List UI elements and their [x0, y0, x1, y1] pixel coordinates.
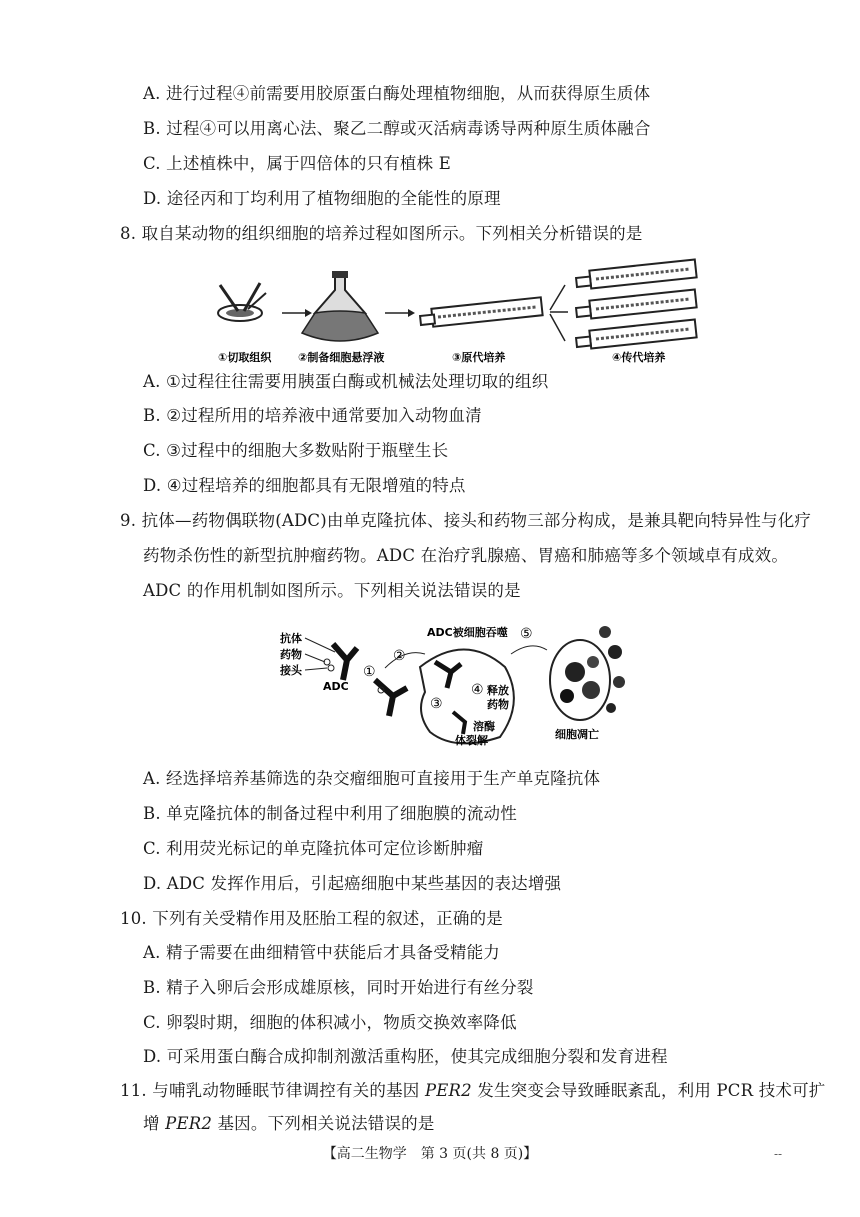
q7-option-a: A. 进行过程④前需要用胶原蛋白酶处理植物细胞，从而获得原生质体: [143, 84, 651, 103]
corner-mark: --: [774, 1147, 783, 1161]
caption-3: ③原代培养: [452, 351, 506, 364]
page-footer: 【高二生物学 第 3 页(共 8 页)】: [322, 1146, 538, 1162]
q10-option-b: B. 精子入卵后会形成雄原核，同时开始进行有丝分裂: [143, 978, 534, 997]
q9-option-c: C. 利用荧光标记的单克隆抗体可定位诊断肿瘤: [143, 839, 484, 858]
step-2: ②: [393, 648, 406, 664]
q8-option-d: D. ④过程培养的细胞都具有无限增殖的特点: [143, 476, 466, 495]
q11-stem-line-2: [143, 1112, 435, 1136]
label-antibody: 抗体: [280, 632, 302, 645]
q9-stem-line-2: 药物杀伤性的新型抗肿瘤药物。ADC 在治疗乳腺癌、胃癌和肺癌等多个领域卓有成效。: [143, 546, 789, 565]
q7-option-b: B. 过程④可以用离心法、聚乙二醇或灭活病毒诱导两种原生质体融合: [143, 119, 651, 138]
q9-stem-line-3: ADC 的作用机制如图所示。下列相关说法错误的是: [143, 581, 521, 600]
label-release-2: 药物: [487, 698, 509, 711]
q11-gene-2: PER2: [165, 1114, 213, 1133]
apoptotic-cell-icon: [550, 626, 625, 720]
cell-culture-figure: [200, 255, 720, 370]
label-engulfed: ADC被细胞吞噬: [427, 626, 508, 639]
step-3: ③: [430, 696, 443, 712]
step-4: ④: [471, 682, 484, 698]
q10-stem: 10. 下列有关受精作用及胚胎工程的叙述，正确的是: [120, 909, 503, 928]
label-linker: 接头: [280, 664, 302, 677]
step-5: ⑤: [520, 626, 533, 642]
q11-stem-line-1: [120, 1079, 826, 1103]
q11-text-1a: 11. 与哺乳动物睡眠节律调控有关的基因: [120, 1081, 425, 1100]
q11-text-2a: 增: [143, 1114, 166, 1133]
label-lysosome-1: 溶酶: [473, 720, 495, 733]
q9-option-d: D. ADC 发挥作用后，引起癌细胞中某些基因的表达增强: [143, 874, 562, 893]
q10-option-a: A. 精子需要在曲细精管中获能后才具备受精能力: [143, 943, 501, 962]
q8-option-b: B. ②过程所用的培养液中通常要加入动物血清: [143, 406, 482, 425]
q9-option-b: B. 单克隆抗体的制备过程中利用了细胞膜的流动性: [143, 804, 517, 823]
label-lysosome-2: 体裂解: [455, 734, 488, 747]
dissection-dish-icon: [218, 283, 266, 321]
label-drug: 药物: [280, 648, 302, 661]
q8-option-c: C. ③过程中的细胞大多数贴附于瓶壁生长: [143, 441, 449, 460]
caption-2: ②制备细胞悬浮液: [298, 351, 385, 364]
label-release-1: 释放: [487, 684, 509, 697]
caption-4: ④传代培养: [612, 351, 666, 364]
q7-option-c: C. 上述植株中，属于四倍体的只有植株 E: [143, 154, 452, 173]
q11-text-2b: 基因。下列相关说法错误的是: [212, 1114, 435, 1133]
q8-option-a: A. ①过程往往需要用胰蛋白酶或机械法处理切取的组织: [143, 372, 549, 391]
subculture-bottles-icon: [576, 260, 697, 349]
q10-option-d: D. 可采用蛋白酶合成抑制剂激活重构胚，使其完成细胞分裂和发育进程: [143, 1047, 668, 1066]
flask-icon: [302, 271, 378, 341]
step-1: ①: [363, 664, 376, 680]
label-apoptosis: 细胞凋亡: [555, 728, 599, 741]
culture-bottle-icon: [420, 297, 543, 326]
q9-stem-line-1: 9. 抗体—药物偶联物(ADC)由单克隆抗体、接头和药物三部分构成，是兼具靶向特异性与化疗: [120, 511, 812, 530]
q11-gene-1: PER2: [424, 1081, 472, 1100]
q11-text-1b: 发生突变会导致睡眠紊乱，利用 PCR 技术可扩: [471, 1081, 826, 1100]
q10-option-c: C. 卵裂时期，细胞的体积减小，物质交换效率降低: [143, 1013, 517, 1032]
q9-option-a: A. 经选择培养基筛选的杂交瘤细胞可直接用于生产单克隆抗体: [143, 769, 601, 788]
label-adc: ADC: [323, 680, 349, 693]
adc-molecule-icon: [305, 638, 357, 680]
caption-1: ①切取组织: [218, 351, 272, 364]
q7-option-d: D. 途径丙和丁均利用了植物细胞的全能性的原理: [143, 189, 501, 208]
q8-stem: 8. 取自某动物的组织细胞的培养过程如图所示。下列相关分析错误的是: [120, 224, 643, 243]
adc-mechanism-figure: [275, 612, 635, 752]
